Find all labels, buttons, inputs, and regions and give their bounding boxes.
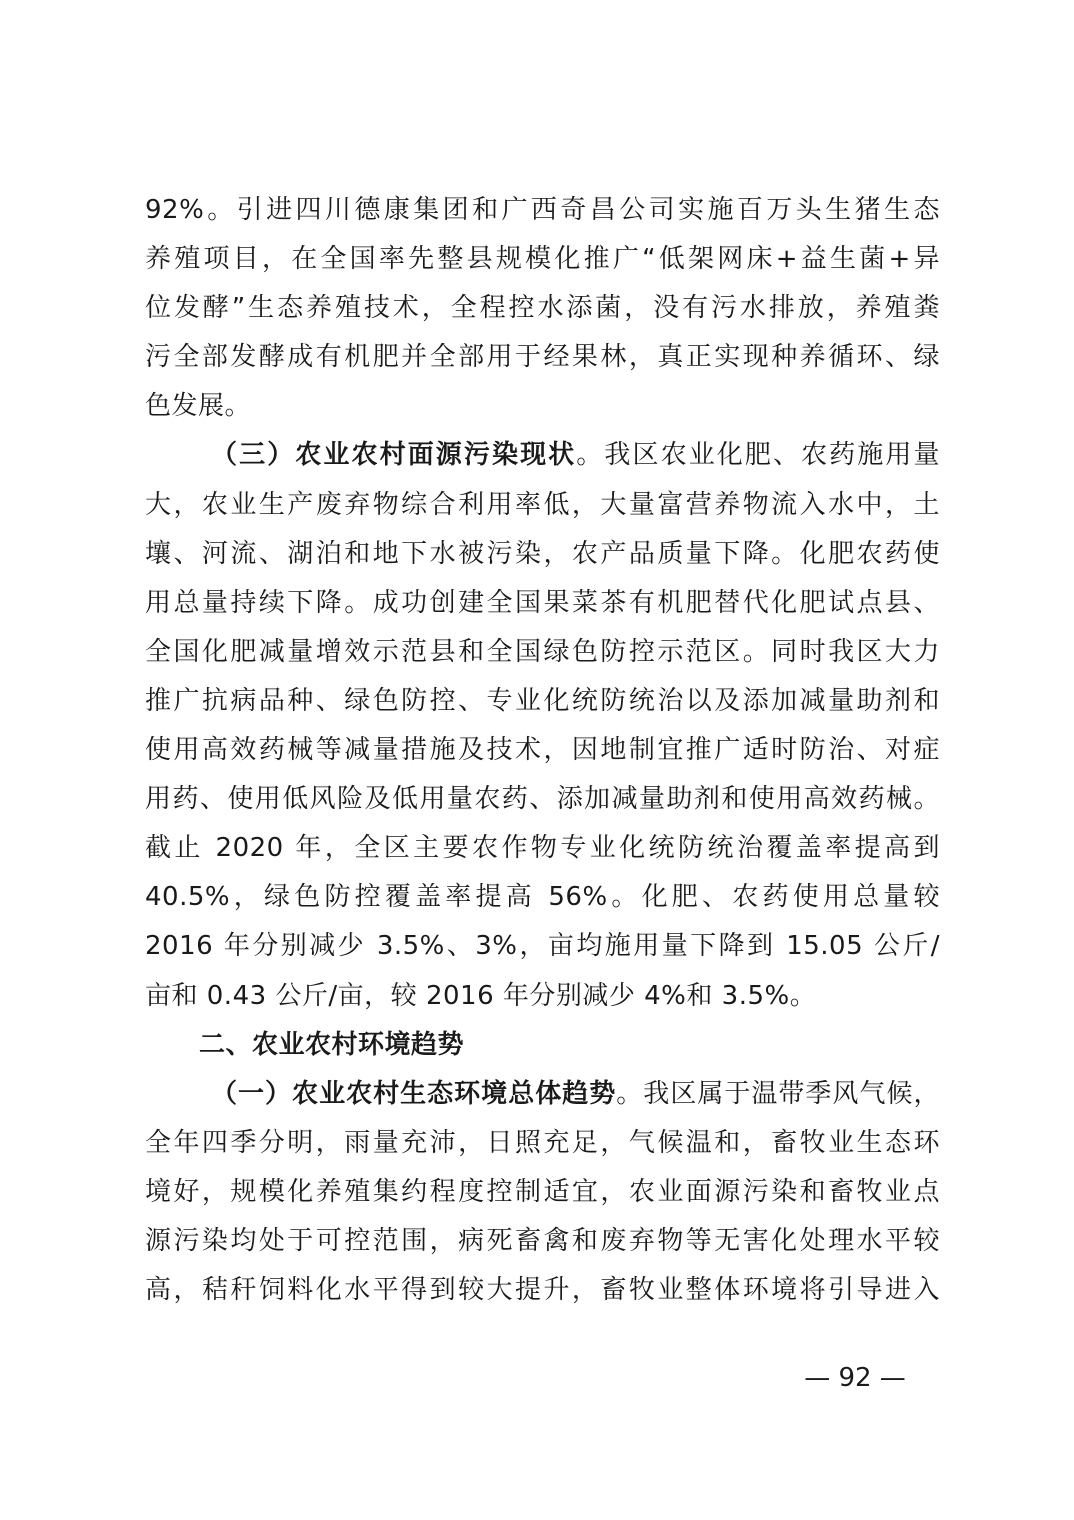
paragraph-line: 全国化肥减量增效示范县和全国绿色防控示范区。同时我区大力 <box>145 636 940 667</box>
paragraph-line: 推广抗病品种、绿色防控、专业化统防统治以及添加减量助剂和 <box>145 685 940 716</box>
paragraph-line: 壤、河流、湖泊和地下水被污染，农产品质量下降。化肥农药使 <box>145 538 940 569</box>
paragraph-line: 用药、使用低风险及低用量农药、添加减量助剂和使用高效药械。 <box>145 784 940 815</box>
paragraph-line: 亩和 0.43 公斤/亩，较 2016 年分别减少 4%和 3.5%。 <box>145 980 817 1011</box>
paragraph-line: 92%。引进四川德康集团和广西奇昌公司实施百万头生猪生态 <box>145 195 940 225</box>
paragraph-line: 污全部发酵成有机肥并全部用于经果林，真正实现种养循环、绿 <box>145 342 940 373</box>
subsection-title: （一）农业农村生态环境总体趋势 <box>211 1078 617 1109</box>
section-heading: 二、农业农村环境趋势 <box>199 1029 465 1060</box>
paragraph-line: 使用高效药械等减量措施及技术，因地制宜推广适时防治、对症 <box>145 735 940 766</box>
paragraph-line: 截止 2020 年，全区主要农作物专业化统防统治覆盖率提高到 <box>145 833 940 864</box>
page-number: — 92 — <box>804 1363 906 1393</box>
paragraph-line: 源污染均处于可控范围，病死畜禽和废弃物等无害化处理水平较 <box>145 1225 940 1256</box>
paragraph-line: 40.5%，绿色防控覆盖率提高 56%。化肥、农药使用总量较 <box>145 882 940 913</box>
paragraph-line: 境好，规模化养殖集约程度控制适宜，农业面源污染和畜牧业点 <box>145 1176 940 1207</box>
subsection-title: （三）农业农村面源污染现状 <box>211 440 577 471</box>
paragraph-line: 位发酵”生态养殖技术，全程控水添菌，没有污水排放，养殖粪 <box>145 293 940 324</box>
paragraph-first-line <box>145 1070 940 1119</box>
paragraph-first-line <box>145 431 940 480</box>
paragraph-line: 2016 年分别减少 3.5%、3%，亩均施用量下降到 15.05 公斤/ <box>145 931 940 962</box>
paragraph-line: 色发展。 <box>145 391 252 422</box>
paragraph-line: 养殖项目，在全国率先整县规模化推广“低架网床+益生菌+异 <box>145 244 940 275</box>
paragraph-text: 。我区属于温带季风气候， <box>616 1078 940 1109</box>
paragraph-line: 全年四季分明，雨量充沛，日照充足，气候温和，畜牧业生态环 <box>145 1127 940 1158</box>
paragraph-line: 大，农业生产废弃物综合利用率低，大量富营养物流入水中，土 <box>145 489 940 520</box>
body-text <box>145 186 940 1315</box>
paragraph-line: 高，秸秆饲料化水平得到较大提升，畜牧业整体环境将引导进入 <box>145 1275 940 1306</box>
paragraph-text: 。我区农业化肥、农药施用量 <box>576 440 940 471</box>
paragraph-line: 用总量持续下降。成功创建全国果菜茶有机肥替代化肥试点县、 <box>145 587 940 618</box>
